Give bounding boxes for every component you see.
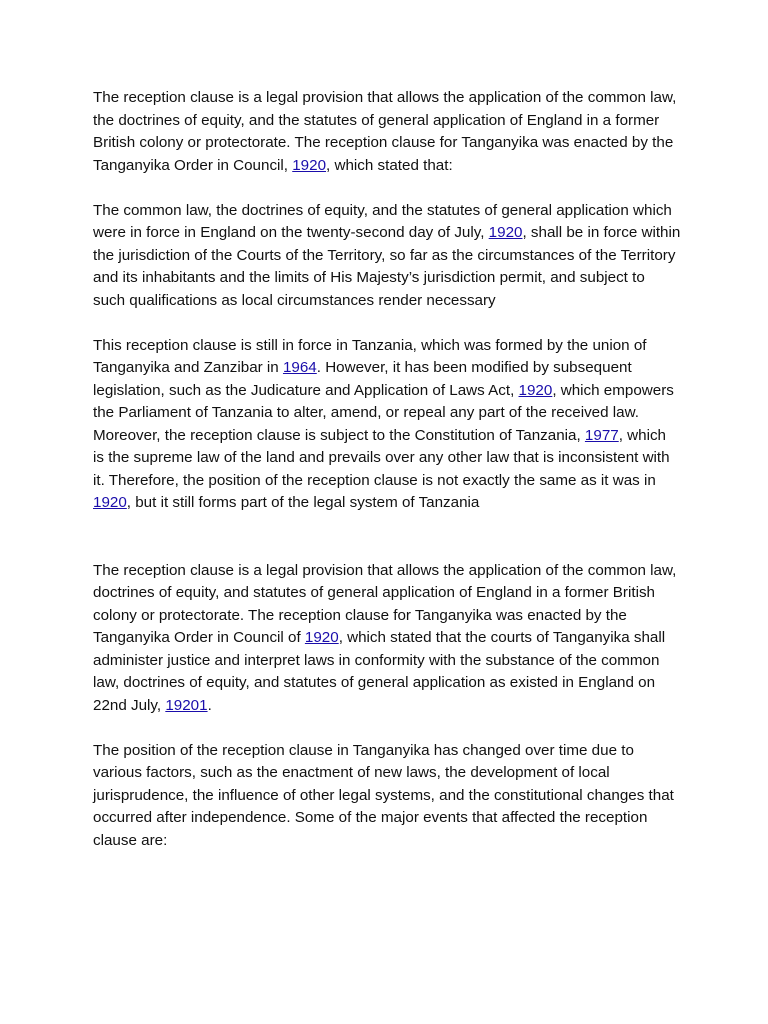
paragraph-text: . However, it has been modified by subsequent legislation, such as the Judicature and Application of Laws Act,	[93, 359, 632, 399]
paragraph-4	[93, 560, 681, 718]
paragraph-text: The reception clause is a legal provision that allows the application of the common law, doctrines of equity, and statutes of general application of England in a former British colony or protectorate. The reception clause for Tanganyika was enacted by the Tanganyika Order in Council of	[93, 561, 677, 646]
year-link[interactable]: 19201	[165, 696, 208, 714]
year-link[interactable]: 1920	[518, 381, 553, 399]
paragraph-text: .	[207, 696, 212, 714]
paragraph-text: The reception clause is a legal provision that allows the application of the common law, the doctrines of equity, and the statutes of general application of England in a former British colony or protectorate. The reception clause for Tanganyika was enacted by the Tanganyika Order in Council,	[93, 89, 677, 174]
year-link[interactable]: 1920	[488, 224, 523, 241]
paragraph-text: , shall be in force within the jurisdiction of the Courts of the Territory, so far as the circumstances of the Territory and its inhabitants and the limits of His Majesty’s jurisdiction permit, and subject to such qualifications as local circumstances render necessary	[93, 224, 681, 309]
paragraph-text: , but it still forms part of the legal system of Tanzania	[126, 494, 480, 511]
paragraph-3	[93, 335, 681, 515]
year-link[interactable]: 1920	[292, 156, 327, 174]
document-body	[93, 87, 681, 875]
paragraph-text: , which stated that:	[326, 156, 453, 174]
paragraph-2	[93, 200, 681, 313]
year-link[interactable]: 1920	[93, 494, 127, 511]
paragraph-text: This reception clause is still in force in Tanzania, which was formed by the union of Tanganyika and Zanzibar in	[93, 336, 647, 376]
paragraph-text: , which stated that the courts of Tanganyika shall administer justice and interpret laws in conformity with the substance of the common law, doctrines of equity, and statutes of general application as existed in England on 22nd July,	[93, 629, 666, 714]
paragraph-1	[93, 87, 681, 177]
paragraph-text: The common law, the doctrines of equity, and the statutes of general application which were in force in England on the twenty-second day of July,	[93, 201, 672, 241]
paragraph-text: , which is the supreme law of the land and prevails over any other law that is inconsistent with it. Therefore, the position of the reception clause is not exactly the same as it was in	[93, 426, 670, 489]
year-link[interactable]: 1920	[304, 629, 339, 646]
paragraph-text: The position of the reception clause in Tanganyika has changed over time due to various factors, such as the enactment of new laws, the development of local jurisprudence, the influence of other legal systems, and the constitutional changes that occurred after independence. Some of the major events that affected the reception clause are:	[93, 741, 674, 849]
year-link[interactable]: 1977	[584, 426, 619, 444]
year-link[interactable]: 1964	[282, 359, 317, 376]
paragraph-text: , which empowers the Parliament of Tanzania to alter, amend, or repeal any part of the received law. Moreover, the reception clause is subject to the Constitution of Tanzania,	[93, 381, 674, 444]
paragraph-5	[93, 740, 681, 853]
